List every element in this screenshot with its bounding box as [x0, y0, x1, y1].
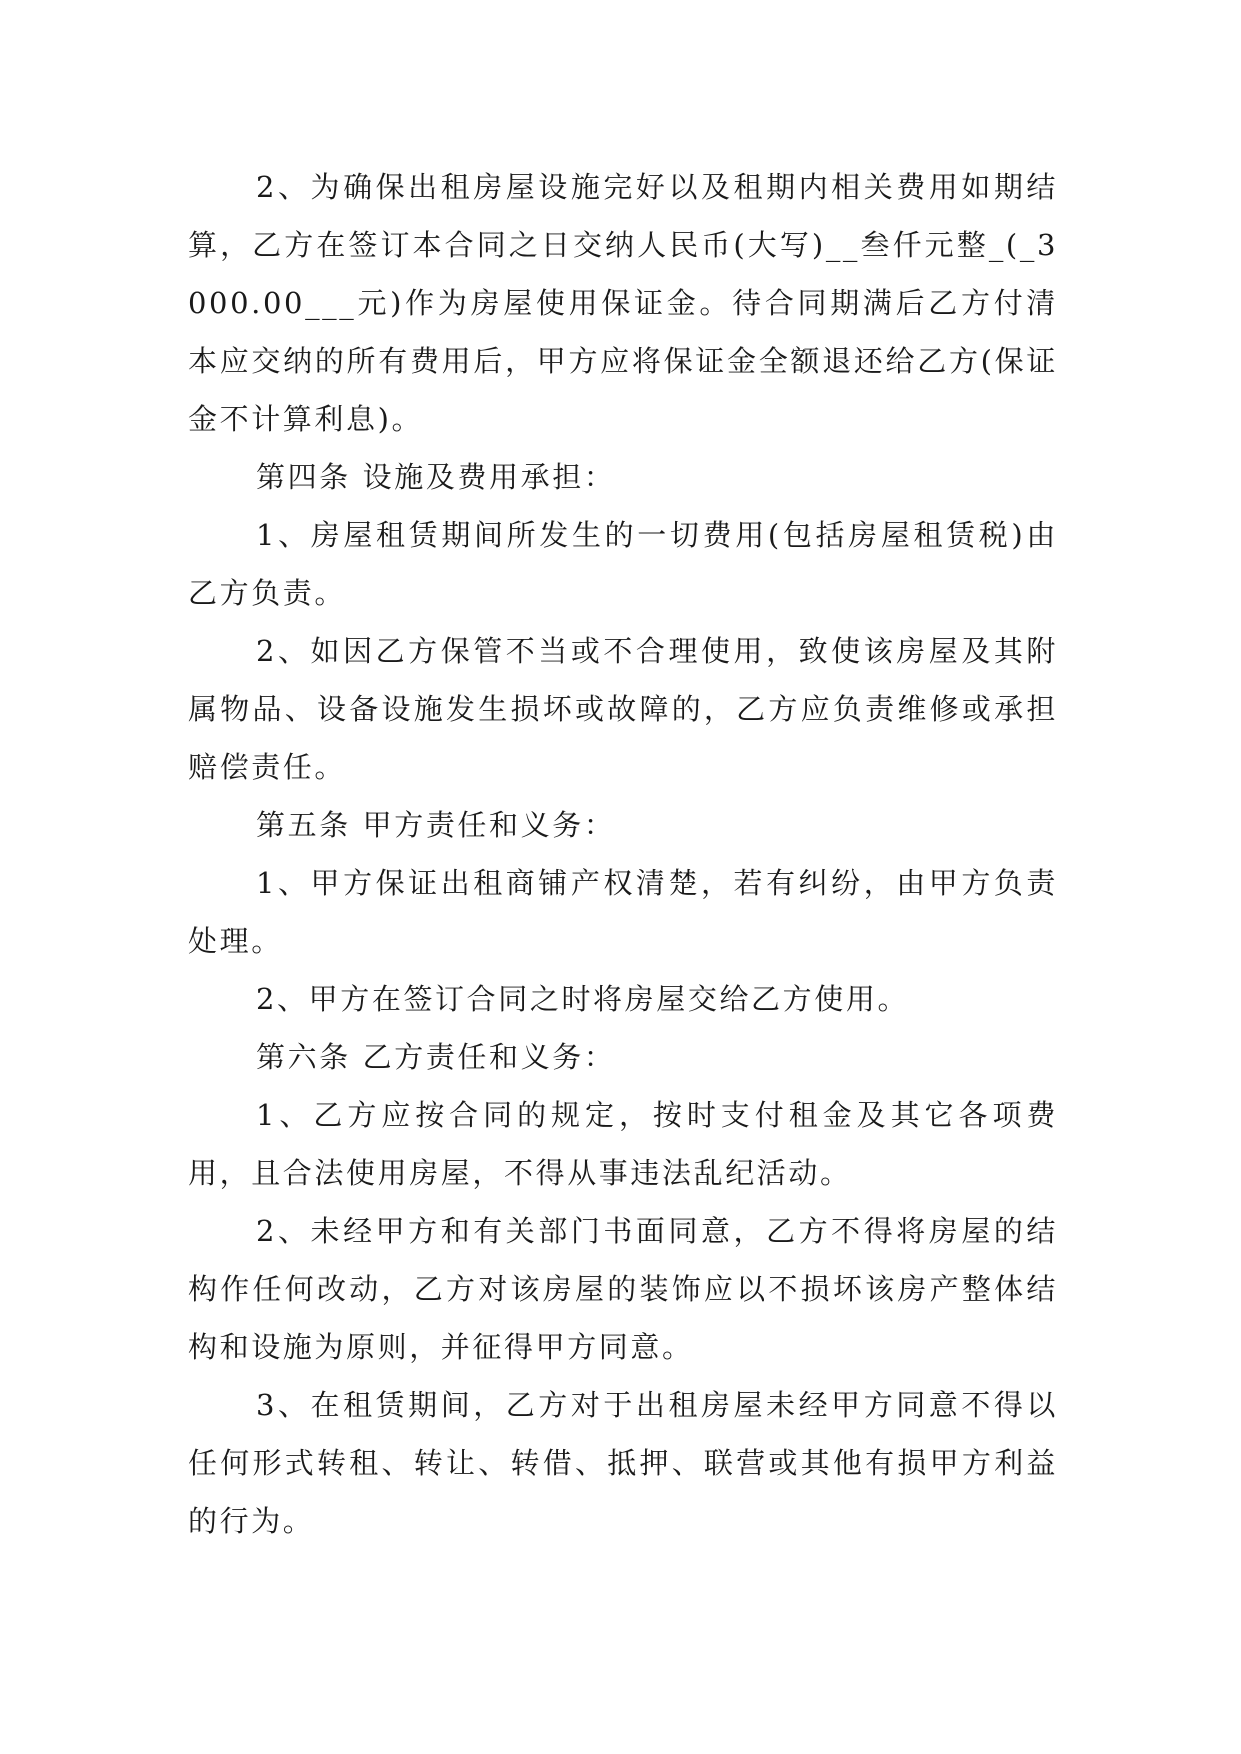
heading-article-4: 第四条 设施及费用承担：: [256, 460, 616, 494]
document-body: [188, 158, 1058, 1550]
paragraph-deposit-clause: 2、为确保出租房屋设施完好以及租期内相关费用如期结算，乙方在签订本合同之日交纳人民币(大写)__叁仟元整_(_3000.00___元)作为房屋使用保证金。待合同期满后乙方付清本应交纳的所有费用后，甲方应将保证金全额退还给乙方(保证金不计算利息)。: [188, 170, 1058, 436]
paragraph-article-5-item-1: 1、甲方保证出租商铺产权清楚，若有纠纷，由甲方负责处理。: [188, 866, 1058, 958]
paragraph-article-4-item-1: 1、房屋租赁期间所发生的一切费用(包括房屋租赁税)由乙方负责。: [188, 518, 1058, 610]
paragraph-article-5-item-2: 2、甲方在签订合同之时将房屋交给乙方使用。: [256, 982, 910, 1016]
paragraph-article-6-item-3: 3、在租赁期间，乙方对于出租房屋未经甲方同意不得以任何形式转租、转让、转借、抵押、联营或其他有损甲方利益的行为。: [188, 1388, 1058, 1538]
paragraph-article-6-item-1: 1、乙方应按合同的规定，按时支付租金及其它各项费用，且合法使用房屋，不得从事违法乱纪活动。: [188, 1098, 1058, 1190]
heading-article-6: 第六条 乙方责任和义务：: [256, 1040, 616, 1074]
paragraph-article-4-item-2: 2、如因乙方保管不当或不合理使用，致使该房屋及其附属物品、设备设施发生损坏或故障的，乙方应负责维修或承担赔偿责任。: [188, 634, 1058, 784]
heading-article-5: 第五条 甲方责任和义务：: [256, 808, 616, 842]
paragraph-article-6-item-2: 2、未经甲方和有关部门书面同意，乙方不得将房屋的结构作任何改动，乙方对该房屋的装饰应以不损坏该房产整体结构和设施为原则，并征得甲方同意。: [188, 1214, 1058, 1364]
